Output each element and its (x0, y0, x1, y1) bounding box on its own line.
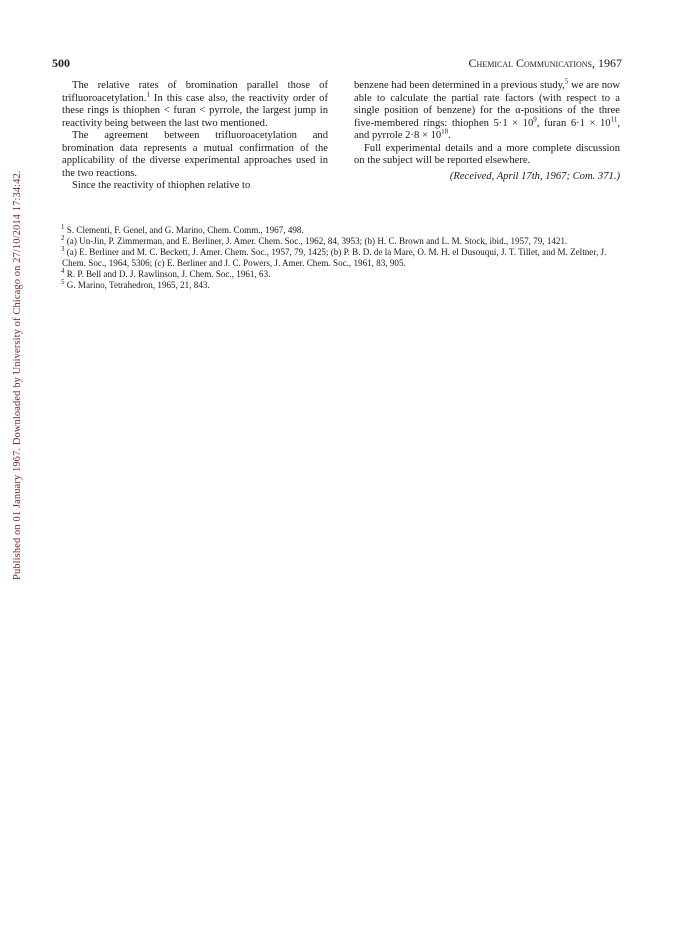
footnote-text: S. Clementi, F. Genel, and G. Marino, Chem. Comm., 1967, 498. (66, 225, 304, 235)
exponent: 11 (610, 115, 618, 124)
paragraph-reactivity: Since the reactivity of thiophen relative to (72, 180, 251, 192)
footnote-5: $^5$ G. Marino, Tetrahedron, 1965, 21, 843. (61, 277, 210, 290)
text-run: In this case also, the reactivity order of these rings is thiophen < furan < pyrrole, the largest jump in reactivity being between the last two mentioned. (62, 92, 328, 129)
text-run: , and pyrrole 2·8 × 10 (354, 117, 620, 142)
page-number: 500 (52, 56, 70, 70)
footnote-text: G. Marino, Tetrahedron, 1965, 21, 843. (66, 279, 210, 290)
footnote-3: $^3$ (a) E. Berliner and M. C. Beckett, J. Amer. Chem. Soc., 1957, 79, 1425; (b) P. B. D. de la Mare, O. M. H. el Dusouqui, J. T. Tillet, and M. Zeltner, J. Chem. Soc., 1964, 5306; (c) E. Berliner and J. C. Powers, J. Amer. Chem. Soc., 1961, 83, 905. (61, 244, 607, 268)
footnote-text: (a) Un-Jin, P. Zimmerman, and E. Berliner, J. Amer. Chem. Soc., 1962, 84, 3953; (b) H. C. Brown and L. M. Stock, ibid., 1957, 79, 1421. (66, 235, 568, 246)
journal-title: Chemical Communications, 1967 (468, 56, 622, 70)
footnote-text: (a) E. Berliner and M. C. Beckett, J. Amer. Chem. Soc., 1957, 79, 1425; (b) P. B. D. de la Mare, O. M. H. el Dusouqui, J. T. Tillet, and M. Zeltner, J. Chem. Soc., 1964, 5306; (c) E. Berliner and J. C. Powers, J. Amer. Chem. Soc., 1961, 83, 905. (62, 246, 607, 268)
footnotes (61, 222, 622, 290)
reference-marker: 1 (146, 90, 150, 99)
paragraph-partial-rate-factors (354, 77, 620, 143)
text-run: we are now able to calculate the partial rate factors (with respect to a single position of benzene) for the α-positions of the three five-membered rings: thiophen 5·1 × 10 (354, 80, 620, 129)
download-watermark (0, 60, 22, 580)
download-notice: Published on 01 January 1967. Downloaded by University of Chicago on 27/10/2014 17:34:42. (12, 170, 23, 580)
footnote-1: $^1$ S. Clementi, F. Genel, and G. Marino, Chem. Comm., 1967, 498. (61, 222, 304, 235)
footnote-4: $^4$ R. P. Bell and D. J. Rawlinson, J. Chem. Soc., 1961, 63. (61, 266, 271, 279)
exponent: 9 (533, 115, 537, 124)
text-run: . (448, 130, 451, 142)
footnote-2: $^2$ (a) Un-Jin, P. Zimmerman, and E. Berliner, J. Amer. Chem. Soc., 1962, 84, 3953; (b) H. C. Brown and L. M. Stock, ibid., 1957, 79, 1421. (61, 233, 568, 246)
footnote-text: R. P. Bell and D. J. Rawlinson, J. Chem. Soc., 1961, 63. (66, 268, 271, 279)
left-column (62, 80, 328, 193)
text-run: benzene had been determined in a previous study, (354, 80, 565, 91)
paragraph-bromination-rates (62, 80, 328, 130)
paragraph-experimental-details: Full experimental details and a more complete discussion on the subject will be reported elsewhere. (354, 142, 620, 167)
right-column (354, 77, 620, 183)
text-run: , furan 6·1 × 10 (536, 117, 611, 129)
text-run: The relative rates of bromination parallel those of trifluoroacetylation. (62, 80, 328, 104)
page-header (52, 56, 622, 72)
reference-marker: 5 (564, 77, 569, 86)
received-line: (Received, April 17th, 1967; Com. 371.) (449, 170, 620, 182)
paragraph-agreement: The agreement between trifluoroacetylation and bromination data represents a mutual confirmation of the applicability of the diverse experimental approaches used in the two reactions. (62, 130, 328, 179)
exponent: 18 (441, 127, 449, 136)
